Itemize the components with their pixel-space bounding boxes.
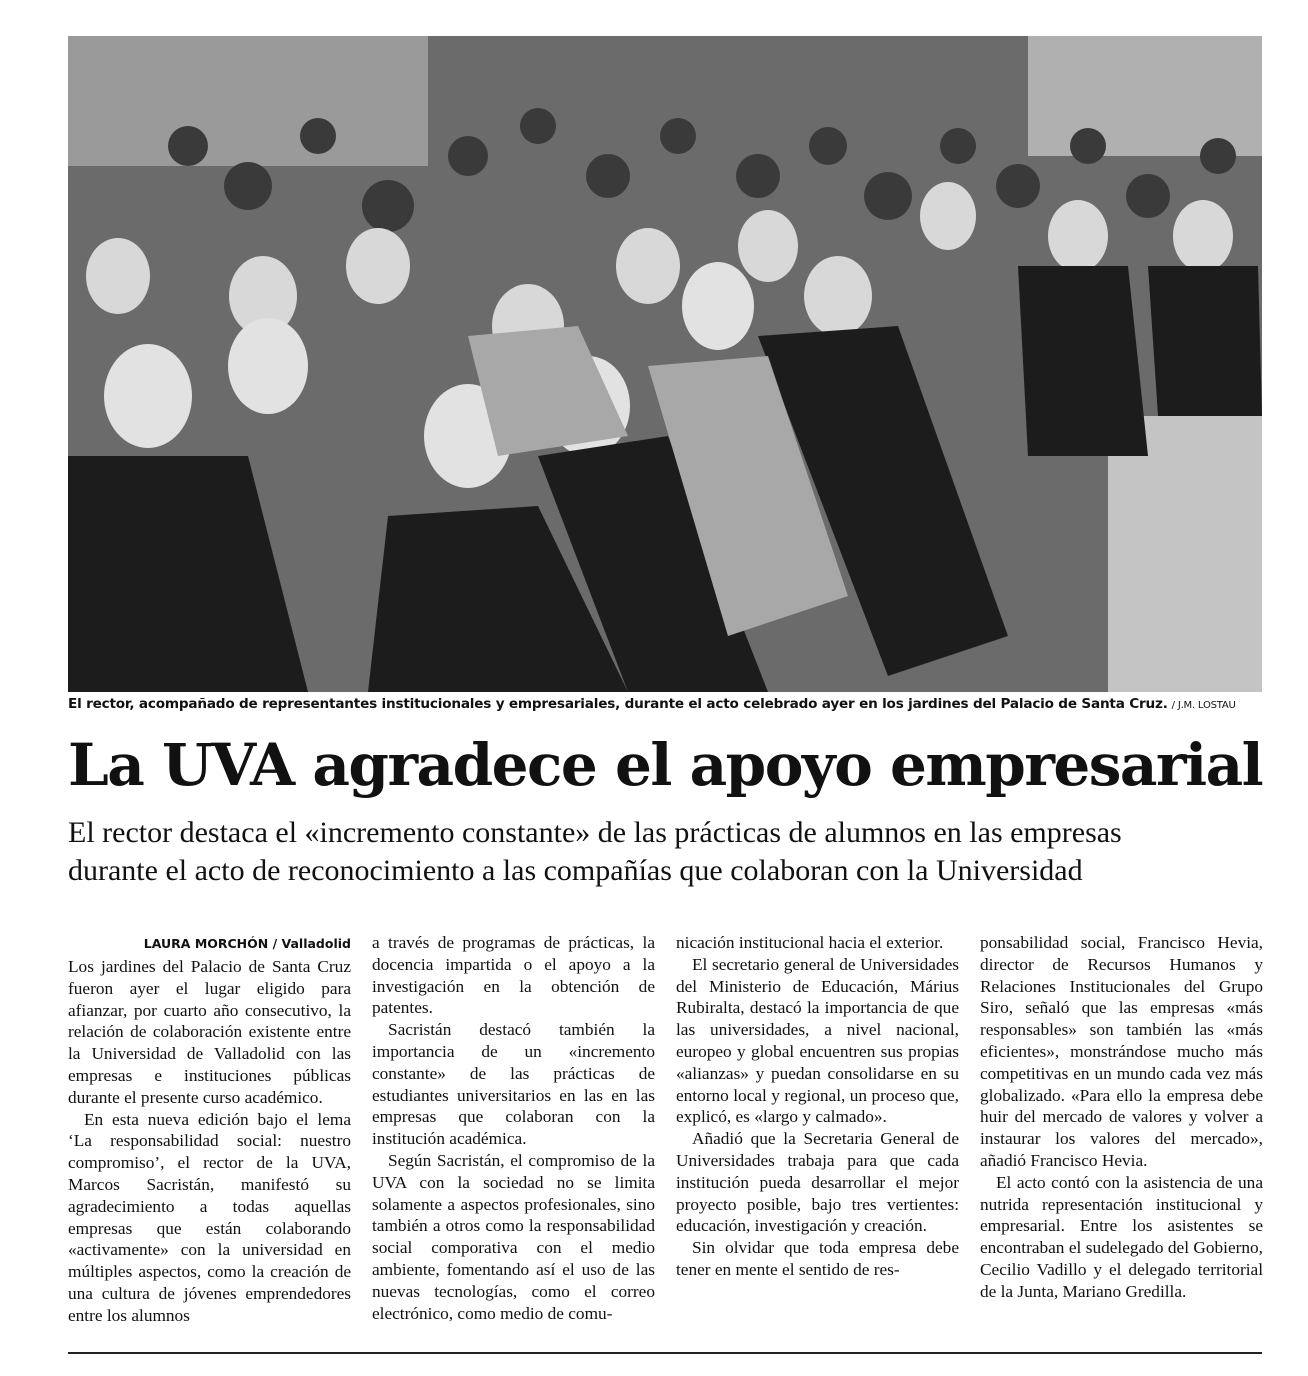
photo-caption — [68, 696, 1262, 712]
paragraph: Sin olvidar que toda empresa debe tener en mente el sentido de res- — [676, 1238, 959, 1279]
paragraph: Sacristán destacó también la importancia de un «incremento constante» de las prácticas de estudiantes universitarios en las en las empresas que colaboran con la institución académica. — [372, 1020, 655, 1149]
paragraph: Añadió que la Secretaria General de Universidades trabaja para que cada institución pueda desarrollar el mejor proyecto posible, bajo tres vertientes: educación, investigación y creación. — [676, 1129, 959, 1236]
audience-photo-illustration — [68, 36, 1262, 692]
paragraph: El secretario general de Universidades del Ministerio de Educación, Márius Rubiralta, destacó la importancia de que las universidades, a nivel nacional, europeo y global encuentren sus propias «alianzas» y puedan consolidarse en su entorno local y regional, un proceso que, explicó, es «largo y calmado». — [676, 954, 959, 1127]
news-photo — [68, 36, 1262, 692]
paragraph: Según Sacristán, el compromiso de la UVA con la sociedad no se limita solamente a aspectos profesionales, sino también a otros como la responsabilidad social comporativa con el medio ambiente, fomentando así el uso de las nuevas tecnologías, como el correo electrónico, como medio de comu- — [372, 1150, 655, 1323]
article-column-2 — [372, 932, 655, 1324]
paragraph: a través de programas de prácticas, la docencia impartida o el apoyo a la investigación en la obtención de patentes. — [372, 933, 655, 1018]
article-column-1 — [68, 932, 351, 1327]
subheadline-line-2: durante el acto de reconocimiento a las compañías que colaboran con la Universidad — [68, 854, 1083, 887]
byline: LAURA MORCHÓN / Valladolid — [143, 936, 351, 951]
caption-text: El rector, acompañado de representantes institucionales y empresariales, durante el acto celebrado ayer en los jardines del Palacio de Santa Cruz. — [68, 696, 1168, 712]
subheadline-line-1: El rector destaca el «incremento constante» de las prácticas de alumnos en las empresas — [68, 816, 1122, 849]
photo-credit: / J.M. LOSTAU — [1171, 700, 1236, 711]
bottom-rule — [68, 1352, 1262, 1354]
subheadline — [68, 814, 1262, 890]
paragraph: El acto contó con la asistencia de una nutrida representación institucional y empresarial. Entre los asistentes se encontraban el sudelegado del Gobierno, Cecilio Vadillo y el delegado territorial de la Junta, Mariano Gredilla. — [980, 1172, 1263, 1301]
paragraph: Los jardines del Palacio de Santa Cruz fueron ayer el lugar eligido para afianzar, por cuarto año consecutivo, la relación de colaboración existente entre la Universidad de Valladolid con las empresas e instituciones públicas durante el presente curso académico. — [68, 957, 351, 1107]
article-column-4 — [980, 932, 1263, 1303]
article-column-3 — [676, 932, 959, 1281]
paragraph: ponsabilidad social, Francisco Hevia, director de Recursos Humanos y Relaciones Institucionales del Grupo Siro, señaló que las empresas «más responsables» son también las «más eficientes», monstrándose mucho más competitivas en un mundo cada vez más globalizado. «Para ello la empresa debe huir del mercado de valores y volver a instaurar los valores del mercado», añadió Francisco Hevia. — [980, 933, 1263, 1170]
paragraph: nicación institucional hacia el exterior. — [676, 933, 944, 952]
paragraph: En esta nueva edición bajo el lema ‘La responsabilidad social: nuestro compromiso’, el rector de la UVA, Marcos Sacristán, manifestó su agradecimiento a todas aquellas empresas que están colaborando «activamente» con la universidad en múltiples aspectos, como la creación de una cultura de jóvenes emprendedores entre los alumnos — [68, 1109, 351, 1325]
headline: La UVA agradece el apoyo empresarial — [68, 731, 1263, 799]
